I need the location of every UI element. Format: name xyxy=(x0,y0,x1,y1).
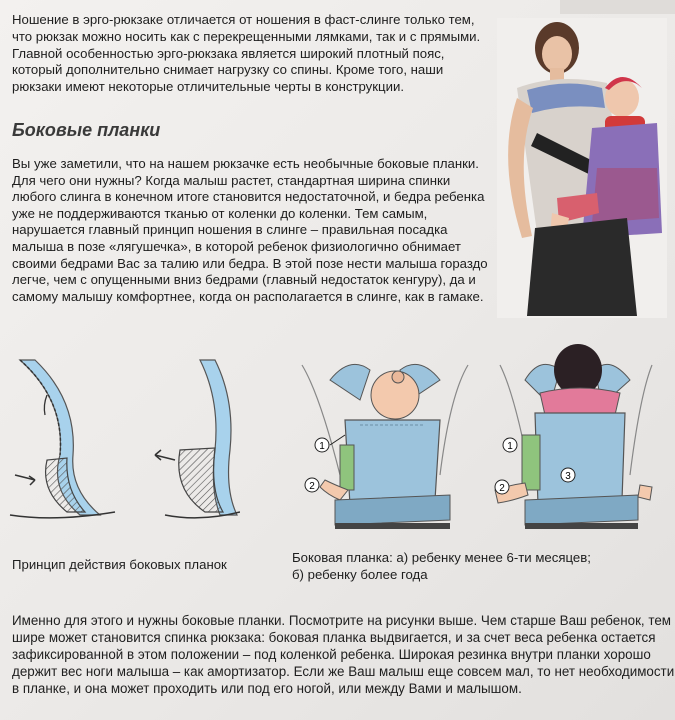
section-heading: Боковые планки xyxy=(12,120,161,140)
marker-2-label: 2 xyxy=(309,481,315,492)
page-corner xyxy=(560,0,675,14)
marker-1-label-b: 1 xyxy=(507,441,513,452)
carriers-caption xyxy=(292,550,672,583)
mother-carrying-child-photo xyxy=(497,18,667,318)
carrier-toddler-illustration xyxy=(480,335,655,535)
marker-3-label: 3 xyxy=(565,471,571,482)
closing-paragraph: Именно для этого и нужны боковые планки. Посмотрите на рисунки выше. Чем старше Ваш ребенок, тем шире может становится спинка рюкзака: боковая планка выдвигается, и за счет веса ребенка остается зафиксированной в этом положении – под коленкой ребенка. Широкая резинка внутри планки хорошо держит вес ноги малыша – как амортизатор. Если же Ваш малыш еще совсем мал, то нет необходимости в планке, и она может проходить или под его ногой, или между Вами и малышом. xyxy=(12,613,675,696)
principle-caption: Принцип действия боковых планок xyxy=(12,557,227,572)
carriers-caption-line-2: б) ребенку более года xyxy=(292,566,428,582)
marker-1-label: 1 xyxy=(319,441,325,452)
carrier-infant-illustration xyxy=(300,335,470,535)
carriers-caption-line-1: Боковая планка: а) ребенку менее 6-ти месяцев; xyxy=(292,550,591,565)
marker-2-label-b: 2 xyxy=(499,483,505,494)
intro-paragraph: Ношение в эрго-рюкзаке отличается от ношения в фаст-слинге только тем, что рюкзак можно носить как с перекрещенными лямками, так и с прямыми. Главной особенностью эрго-рюкзака является широкий плотный пояс, который дополнительно снимает нагрузку со спины. Кроме того, наши рюкзаки имеют некоторые отличительные черты в конструкции. xyxy=(12,12,481,95)
body-paragraph: Вы уже заметили, что на нашем рюкзачке есть необычные боковые планки. Для чего они нужны? Когда малыш растет, стандартная ширина спинки любого слинга в конечном итоге становится недостаточной, и бедра ребенка уже не поддерживаются тканью от коленки до коленки. Тем самым, нарушается главный принцип ношения в слинге – правильная посадка малыша в позе «лягушечка», в которой ребенок физиологично обнимает своими бедрами Вас за талию или бедра. В этой позе нести малыша гораздо легче, чем с опущенными вниз бедрами (главный недостаток кенгуру), да и самому малышу комфортнее, когда он располагается в слинге, как в гамаке. xyxy=(12,156,488,304)
side-panel-principle-diagram xyxy=(5,340,240,530)
